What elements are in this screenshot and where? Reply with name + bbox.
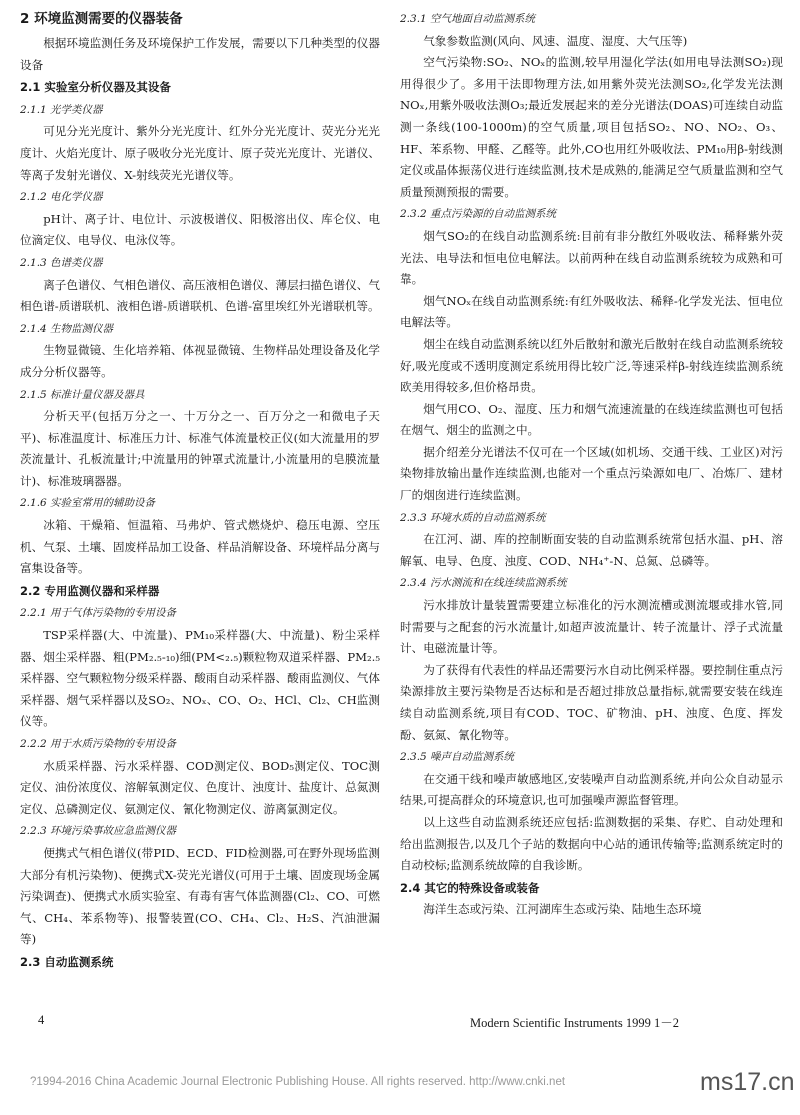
intro-paragraph: 根据环境监测任务及环境保护工作发展，需要以下几种类型的仪器设备 xyxy=(20,36,380,72)
left-column xyxy=(20,8,380,974)
journal-footer: Modern Scientific Instruments 1999 1－2 xyxy=(470,1016,679,1030)
paragraph-2-3-1-a: 气象参数监测(风向、风速、温度、湿度、大气压等) xyxy=(423,33,688,48)
heading-2-1-5: 2.1.5 标准计量仪器及器具 xyxy=(20,388,145,401)
section-title: 2 环境监测需要的仪器装备 xyxy=(20,11,183,27)
paragraph-2-3-4-b: 为了获得有代表性的样品还需要污水自动比例采样器。要控制住重点污染源排放主要污染物是否达标和是否超过排放总量指标,就需要安装在线连续自动监测系统,项目有COD、TOC、矿物油、pH、浊度、色度、挥发酚、氨氮、氰化物等。 xyxy=(400,662,783,742)
heading-2-2-3: 2.2.3 环境污染事故应急监测仪器 xyxy=(20,825,177,838)
heading-2-4: 2.4 其它的特殊设备或装备 xyxy=(400,880,540,895)
heading-2-3-5: 2.3.5 噪声自动监测系统 xyxy=(400,751,515,764)
page-number: 4 xyxy=(38,1013,45,1027)
paragraph-2-3-2-c: 烟尘在线自动监测系统以红外后散射和激光后散射在线自动监测系统较好,吸光度或不透明度测定系统用得比较广泛,等速采样β-射线连续监测系统欧美用得较多,但价格昂贵。 xyxy=(400,336,783,395)
heading-2-1-6: 2.1.6 实验室常用的辅助设备 xyxy=(20,497,156,510)
paragraph-2-1-3: 离子色谱仪、气相色谱仪、高压液相色谱仪、薄层扫描色谱仪、气相色谱-质谱联机、液相色谱-质谱联机、色谱-富里埃红外光谱联机等。 xyxy=(20,277,380,314)
heading-2-3-3: 2.3.3 环境水质的自动监测系统 xyxy=(400,511,546,524)
paragraph-2-2-1: TSP采样器(大、中流量)、PM₁₀采样器(大、中流量)、粉尘采样器、烟尘采样器、粗(PM₂.₅-₁₀)细(PM<₂.₅)颗粒物双道采样器、PM₂.₅采样器、空气颗粒物分级采样器、酸雨自动采样器、酸雨监测仪、气体采样器、烟气采样器以及SO₂、NOₓ、CO、O₂、HCl、Cl₂、CH监测仪等。 xyxy=(20,628,380,729)
heading-2-3-1: 2.3.1 空气地面自动监测系统 xyxy=(400,13,536,25)
heading-2-1: 2.1 实验室分析仪器及其设备 xyxy=(20,80,171,95)
heading-2-1-1: 2.1.1 光学类仪器 xyxy=(20,103,103,116)
paragraph-2-4: 海洋生态或污染、江河湖库生态或污染、陆地生态环境 xyxy=(423,902,702,917)
paragraph-2-1-6: 冰箱、干燥箱、恒温箱、马弗炉、管式燃烧炉、稳压电源、空压机、气泵、土壤、固废样品加工设备、样品消解设备、环境样品分离与富集设备等。 xyxy=(20,518,380,576)
paragraph-2-3-2-a: 烟气SO₂的在线自动监测系统:目前有非分散红外吸收法、稀释紫外荧光法、电导法和恒电位电解法。以前两种在线自动监测系统较为成熟和可靠。 xyxy=(400,228,783,287)
paragraph-2-3-4-a: 污水排放计量装置需要建立标准化的污水测流槽或测流堰或排水管,同时需要与之配套的污水流量计,如超声波流量计、转子流量计、浮子式流量计、电磁流量计等。 xyxy=(400,598,783,656)
paragraph-2-2-2: 水质采样器、污水采样器、COD测定仪、BOD₅测定仪、TOC测定仪、油份浓度仪、溶解氧测定仪、色度计、浊度计、盐度计、总氮测定仪、总磷测定仪、氨测定仪、氰化物测定仪、游离氯测定仪。 xyxy=(20,758,380,816)
paragraph-2-3-2-e: 据介绍差分光谱法不仅可在一个区域(如机场、交通干线、工业区)对污染物排放输出量作连续监测,也能对一个重点污染源如电厂、冶炼厂、建材厂的烟囱进行连续监测。 xyxy=(400,444,783,503)
paragraph-2-3-5-b: 以上这些自动监测系统还应包括:监测数据的采集、存贮、自动处理和给出监测报告,以及几个子站的数据向中心站的通讯传输等;监测系统定时的自动校标;监测系统故障的自我诊断。 xyxy=(400,814,783,873)
paragraph-2-3-3: 在江河、湖、库的控制断面安装的自动监测系统常包括水温、pH、溶解氧、电导、色度、浊度、COD、NH₄⁺-N、总氮、总磷等。 xyxy=(400,532,783,568)
heading-2-2-2: 2.2.2 用于水质污染物的专用设备 xyxy=(20,738,177,750)
heading-2-2: 2.2 专用监测仪器和采样器 xyxy=(20,583,160,598)
paragraph-2-3-1-b: 空气污染物:SO₂、NOₓ的监测,较早用湿化学法(如用电导法测SO₂)现用得很少了。多用干法即物理方法,如用紫外荧光法测SO₂,化学发光法测NOₓ,用紫外吸收法测O₃;最近发展起来的差分光谱法(DOAS)可连续自动监测一条线(100-1000m)的空气质量,项目包括SO₂、NO、NO₂、O₃、HF、苯系物、甲醛、乙醛等。此外,CO也用红外吸收法、PM₁₀用β-射线测定仪或晶体振荡仪进行连续监测,技术是成熟的,能满足空气质量监测和空气质量预测预报的需要。 xyxy=(400,55,783,199)
paragraph-2-3-5: 在交通干线和噪声敏感地区,安装噪声自动监测系统,并向公众自动显示结果,可提高群众的环境意识,也可加强噪声源监督管理。 xyxy=(400,771,783,808)
paragraph-2-1-5: 分析天平(包括万分之一、十万分之一、百万分之一和微电子天平)、标准温度计、标准压力计、标准气体流量校正仪(如大流量用的罗茨流量计、孔板流量计;中流量用的钟罩式流量计,小流量用的皂膜流量计)、标准玻璃器器。 xyxy=(20,409,380,488)
heading-2-3-4: 2.3.4 污水测流和在线连续监测系统 xyxy=(400,577,567,590)
heading-2-3-2: 2.3.2 重点污染源的自动监测系统 xyxy=(400,208,557,221)
paragraph-2-2-3: 便携式气相色谱仪(带PID、ECD、FID检测器,可在野外现场监测大部分有机污染物)、便携式X-荧光光谱仪(可用于土壤、固废现场金属污染调查)、便携式水质实验室、有毒有害气体监测器(Cl₂、CO、可燃气、CH₄、苯系物等)、报警装置(CO、CH₄、Cl₂、H₂S、汽油泄漏等) xyxy=(20,845,380,947)
right-column xyxy=(400,8,783,921)
heading-2-1-2: 2.1.2 电化学仪器 xyxy=(20,191,103,204)
heading-2-1-4: 2.1.4 生物监测仪器 xyxy=(20,322,114,335)
heading-2-1-3: 2.1.3 色谱类仪器 xyxy=(20,256,103,269)
copyright-line: ?1994-2016 China Academic Journal Electronic Publishing House. All rights reserved. http://www.cnki.net xyxy=(30,1076,566,1088)
paragraph-2-1-2: pH计、离子计、电位计、示波极谱仪、阳极溶出仪、库仑仪、电位滴定仪、电导仪、电泳仪等。 xyxy=(20,211,380,248)
watermark: ms17.cn xyxy=(700,1068,795,1096)
paragraph-2-1-1: 可见分光光度计、紫外分光光度计、红外分光光度计、荧光分光光度计、火焰光度计、原子吸收分光光度计、原子荧光光度计、光谱仪、等离子发射光谱仪、X-射线荧光光谱仪等。 xyxy=(20,124,380,182)
paragraph-2-3-2-d: 烟气用CO、O₂、湿度、压力和烟气流速流量的在线连续监测也可包括在烟气、烟尘的监测之中。 xyxy=(400,401,783,438)
heading-2-2-1: 2.2.1 用于气体污染物的专用设备 xyxy=(20,607,177,620)
paragraph-2-3-2-b: 烟气NOₓ在线自动监测系统:有红外吸收法、稀释-化学发光法、恒电位电解法等。 xyxy=(400,293,783,330)
heading-2-3: 2.3 自动监测系统 xyxy=(20,954,114,969)
paragraph-2-1-4: 生物显微镜、生化培养箱、体视显微镜、生物样品处理设备及化学成分分析仪器等。 xyxy=(20,343,380,379)
